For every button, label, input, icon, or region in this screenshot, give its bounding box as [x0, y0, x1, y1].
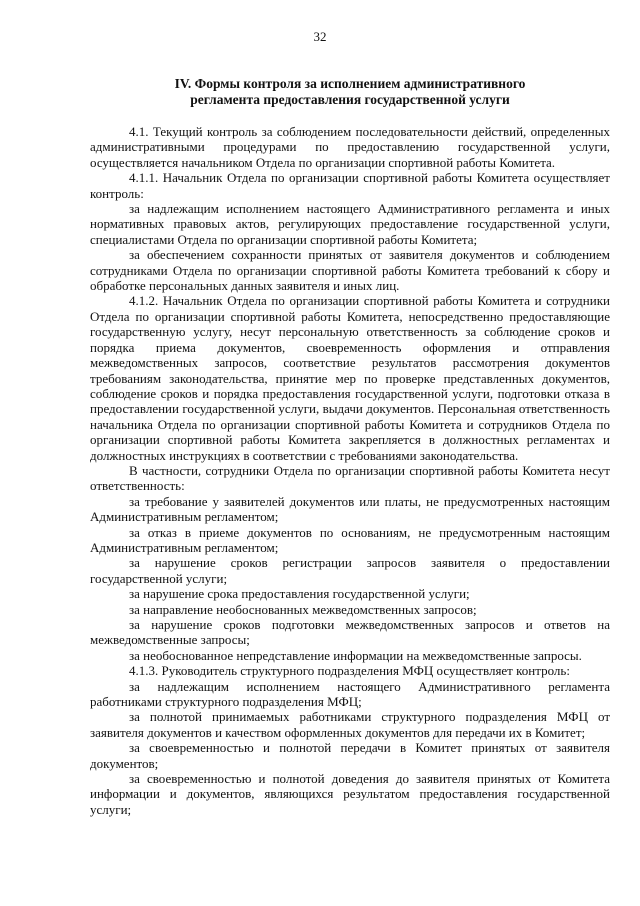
document-body — [90, 124, 610, 817]
section-heading-line-2: регламента предоставления государственной услуги — [190, 92, 510, 107]
paragraph: 4.1.2. Начальник Отдела по организации спортивной работы Комитета и сотрудники Отдела по организации спортивной работы Комитета, непосредственно предоставляющие государственную услугу, несут персональную ответственность за соблюдение сроков и порядка приема документов, своевременность оформления и отправления межведомственных запросов, соответствие результатов рассмотрения документов требованиям законодательства, принятие мер по проверке представленных документов, соблюдение сроков и порядка предоставления государственной услуги, подготовки отказа в предоставлении государственной услуги, выдачи документов. Персональная ответственность начальника Отдела по организации спортивной работы Комитета и сотрудников Отдела по организации спортивной работы Комитета закрепляется в должностных регламентах и должностных инструкциях в соответствии с требованиями законодательства. — [90, 293, 610, 463]
paragraph: за нарушение сроков регистрации запросов заявителя о предоставлении государственной услуги; — [90, 555, 610, 586]
paragraph: за надлежащим исполнением настоящего Административного регламента работниками структурного подразделения МФЦ; — [90, 678, 610, 710]
paragraph: за нарушение срока предоставления государственной услуги; — [129, 586, 470, 602]
paragraph: за нарушение сроков подготовки межведомственных запросов и ответов на межведомственные запросы; — [90, 617, 610, 648]
paragraph: за обеспечением сохранности принятых от заявителя документов и соблюдением сотрудниками Отдела по организации спортивной работы Комитета требований к сбору и обработке персональных данных заявителя и иных лиц. — [90, 247, 610, 294]
paragraph: за отказ в приеме документов по основаниям, не предусмотренным настоящим Административным регламентом; — [90, 524, 610, 555]
paragraph: 4.1.1. Начальник Отдела по организации спортивной работы Комитета осуществляет контроль: — [90, 170, 610, 201]
paragraph: за полнотой принимаемых работниками структурного подразделения МФЦ от заявителя документов и качеством оформленных документов для передачи их в Комитет; — [90, 709, 610, 740]
paragraph: 4.1.3. Руководитель структурного подразделения МФЦ осуществляет контроль: — [129, 663, 570, 679]
page-number: 32 — [313, 29, 327, 44]
paragraph: за требование у заявителей документов или платы, не предусмотренных настоящим Административным регламентом; — [90, 493, 610, 525]
paragraph: за надлежащим исполнением настоящего Административного регламента и иных нормативных правовых актов, регулирующих предоставление государственной услуги, специалистами Отдела по организации спортивной работы Комитета; — [90, 201, 610, 247]
paragraph: за своевременностью и полнотой передачи в Комитет принятых от заявителя документов; — [90, 740, 610, 771]
paragraph: В частности, сотрудники Отдела по организации спортивной работы Комитета несут ответственность: — [90, 462, 610, 494]
paragraph: за направление необоснованных межведомственных запросов; — [129, 601, 477, 617]
paragraph: 4.1. Текущий контроль за соблюдением последовательности действий, определенных административными процедурами по предоставлению государственной услуги, осуществляется начальником Отдела по организации спортивной работы Комитета. — [90, 124, 610, 170]
paragraph: за необоснованное непредставление информации на межведомственные запросы. — [129, 647, 582, 663]
paragraph: за своевременностью и полнотой доведения до заявителя принятых от Комитета информации и документов, являющихся результатом предоставления государственной услуги; — [90, 771, 610, 817]
section-heading-line-1: IV. Формы контроля за исполнением административного — [174, 76, 526, 91]
section-heading — [90, 76, 610, 108]
